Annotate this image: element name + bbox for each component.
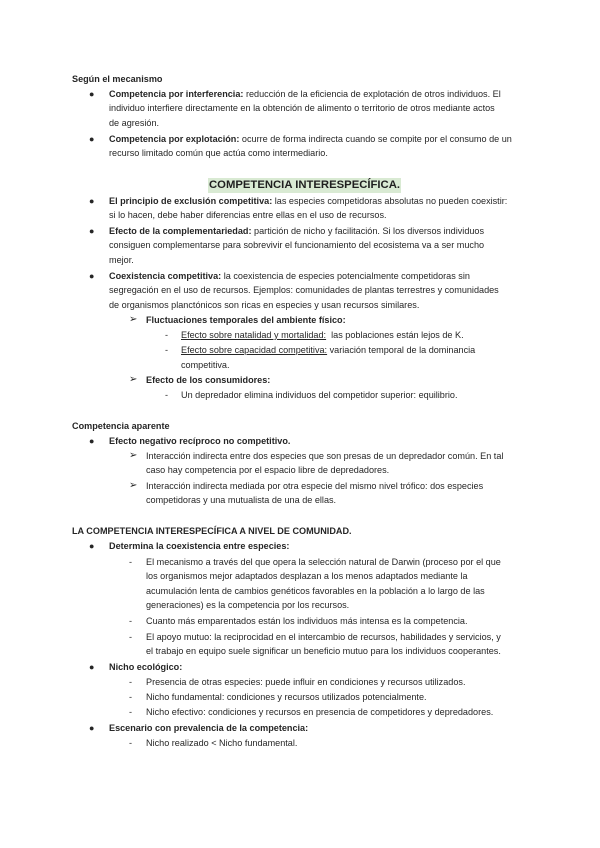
bullet-icon: ● (89, 436, 95, 446)
paragraph-line: caso hay competencia por el espacio libre de depredadores. (146, 465, 390, 475)
bullet-icon: ● (89, 89, 95, 99)
arrow-bullet-icon: ➢ (129, 374, 138, 385)
term-exclusion: El principio de exclusión competitiva: (109, 196, 273, 206)
text-span: reducción de la eficiencia de explotación de otros individuos. El (245, 89, 501, 99)
dash-bullet-icon: - (129, 707, 133, 717)
term-capacidad: Efecto sobre capacidad competitiva: (181, 345, 328, 355)
bullet-icon: ● (89, 723, 95, 733)
arrow-bullet-icon: ➢ (129, 314, 138, 325)
text-span: la coexistencia de especies potencialmente competidoras sin (223, 271, 470, 281)
bullet-icon: ● (89, 134, 95, 144)
paragraph-line (109, 194, 507, 208)
paragraph-line: El mecanismo a través del que opera la selección natural de Darwin (proceso por el que (146, 557, 501, 567)
paragraph-line (181, 343, 475, 357)
paragraph-line (109, 87, 501, 101)
bullet-icon: ● (89, 541, 95, 551)
dash-bullet-icon: - (129, 692, 133, 702)
subheading-escenario: Escenario con prevalencia de la competencia: (109, 723, 309, 733)
section-heading-comunidad: LA COMPETENCIA INTERESPECÍFICA A NIVEL DE COMUNIDAD. (72, 526, 352, 536)
text-span: variación temporal de la dominancia (329, 345, 476, 355)
subheading-coexistencia: Determina la coexistencia entre especies: (109, 541, 290, 551)
highlighted-section-title: COMPETENCIA INTERESPECÍFICA. (209, 179, 401, 191)
term-interferencia: Competencia por interferencia: (109, 89, 244, 99)
paragraph-line: Un depredador elimina individuos del competidor superior: equilibrio. (181, 390, 458, 400)
dash-bullet-icon: - (165, 390, 169, 400)
dash-bullet-icon: - (129, 677, 133, 687)
arrow-bullet-icon: ➢ (129, 450, 138, 461)
paragraph-line: competitiva. (181, 360, 230, 370)
term-explotacion: Competencia por explotación: (109, 134, 240, 144)
paragraph-line: El apoyo mutuo: la reciprocidad en el intercambio de recursos, habilidades y servicios, y (146, 632, 501, 642)
paragraph-line: Nicho fundamental: condiciones y recursos utilizados potencialmente. (146, 692, 427, 702)
paragraph-line: competidoras y una mutualista de una de ellas. (146, 495, 337, 505)
subheading-efecto-negativo: Efecto negativo recíproco no competitivo. (109, 436, 291, 446)
text-span: ocurre de forma indirecta cuando se compite por el consumo de un (241, 134, 512, 144)
paragraph-line: generaciones) es la competencia por los recursos. (146, 600, 350, 610)
paragraph-line (109, 132, 512, 146)
dash-bullet-icon: - (165, 330, 169, 340)
subheading-consumidores: Efecto de los consumidores: (146, 375, 271, 385)
term-natalidad: Efecto sobre natalidad y mortalidad: (181, 330, 327, 340)
paragraph-line: recurso limitado común que actúa como intermediario. (109, 148, 328, 158)
paragraph-line: consiguen complementarse para sobrevivir el funcionamiento del ecosistema va a ser mucho (109, 240, 485, 250)
paragraph-line: si lo hacen, debe haber diferencias entre ellas en el uso de recursos. (109, 210, 387, 220)
paragraph-line: individuo interfiere directamente en la obtención de alimento o territorio de otros mediante actos (109, 103, 495, 113)
dash-bullet-icon: - (129, 738, 133, 748)
paragraph-line: Interacción indirecta mediada por otra especie del mismo nivel trófico: dos especies (146, 481, 484, 491)
dash-bullet-icon: - (129, 632, 133, 642)
paragraph-line: Nicho efectivo: condiciones y recursos en presencia de competidores y depredadores. (146, 707, 494, 717)
subheading-nicho: Nicho ecológico: (109, 662, 183, 672)
bullet-icon: ● (89, 226, 95, 236)
subheading-fluctuaciones: Fluctuaciones temporales del ambiente físico: (146, 315, 346, 325)
paragraph-line: los organismos mejor adaptados desplazan a los menos adaptados mediante la (146, 571, 468, 581)
paragraph-line: Presencia de otras especies: puede influir en condiciones y recursos utilizados. (146, 677, 466, 687)
paragraph-line: Cuanto más emparentados están los individuos más intensa es la competencia. (146, 616, 468, 626)
term-coexistencia: Coexistencia competitiva: (109, 271, 222, 281)
paragraph-line: el trabajo en equipo suele significar un beneficio mutuo para los individuos cooperantes. (146, 646, 501, 656)
paragraph-line: acumulación lenta de cambios genéticos favorables en la población a lo largo de las (146, 586, 485, 596)
text-span: las poblaciones están lejos de K. (331, 330, 464, 340)
paragraph-line: segregación en el uso de recursos. Ejemplos: comunidades de plantas terrestres y comunidades (109, 285, 499, 295)
paragraph-line (109, 224, 484, 238)
dash-bullet-icon: - (165, 345, 169, 355)
section-heading-aparente: Competencia aparente (72, 421, 170, 431)
dash-bullet-icon: - (129, 616, 133, 626)
paragraph-line: de organismos planctónicos son ricas en especies y usan recursos similares. (109, 300, 420, 310)
dash-bullet-icon: - (129, 557, 133, 567)
section-heading-mecanismo: Según el mecanismo (72, 74, 163, 84)
text-span: las especies competidoras absolutas no pueden coexistir: (274, 196, 508, 206)
paragraph-line (109, 269, 470, 283)
paragraph-line: mejor. (109, 255, 134, 265)
paragraph-line (181, 328, 464, 342)
paragraph-line: de agresión. (109, 118, 160, 128)
term-complementariedad: Efecto de la complementariedad: (109, 226, 252, 236)
arrow-bullet-icon: ➢ (129, 480, 138, 491)
bullet-icon: ● (89, 271, 95, 281)
bullet-icon: ● (89, 196, 95, 206)
paragraph-line: Interacción indirecta entre dos especies que son presas de un depredador común. En tal (146, 451, 504, 461)
bullet-icon: ● (89, 662, 95, 672)
text-span: partición de nicho y facilitación. Si los diversos individuos (254, 226, 485, 236)
paragraph-line: Nicho realizado < Nicho fundamental. (146, 738, 298, 748)
